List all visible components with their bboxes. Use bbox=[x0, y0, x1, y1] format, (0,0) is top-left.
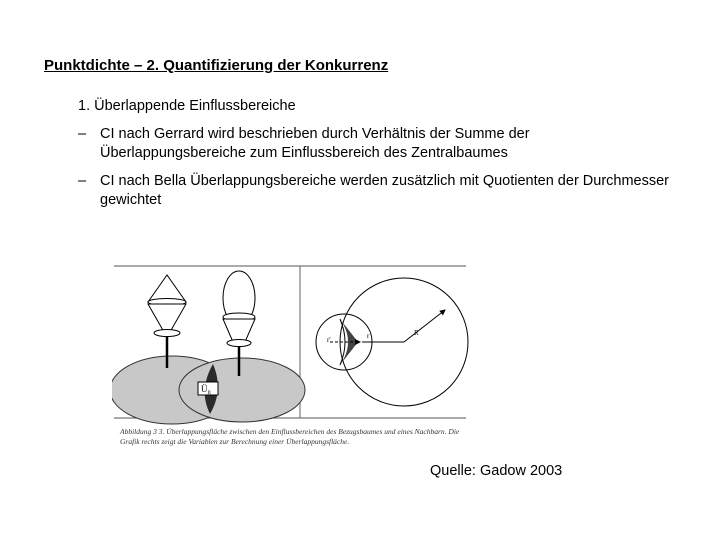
tree-crown-left-top bbox=[148, 275, 186, 302]
tree-crown-left-bottom bbox=[148, 304, 186, 332]
radius-small-right-label: r bbox=[367, 332, 370, 340]
tree-crown-right-bottom bbox=[223, 319, 255, 342]
radius-large-line bbox=[404, 310, 445, 342]
radius-small-left-label: r' bbox=[327, 336, 331, 344]
bullet-dash: – bbox=[78, 173, 87, 189]
numbered-item: 1. Überlappende Einflussbereiche bbox=[78, 98, 296, 114]
bullet-item bbox=[78, 172, 678, 210]
slide-title: Punktdichte – 2. Quantifizierung der Konkurrenz bbox=[44, 57, 389, 74]
source-citation: Quelle: Gadow 2003 bbox=[430, 463, 563, 479]
bullet-item bbox=[78, 125, 678, 163]
bullet-dash: – bbox=[78, 126, 87, 142]
bullet-text: CI nach Bella Überlappungsbereiche werden zusätzlich mit Quotienten der Durchmesser gewichtet bbox=[100, 173, 670, 208]
radius-large-label: R bbox=[414, 329, 419, 337]
tree-crown-left-base bbox=[154, 330, 180, 337]
slide-content bbox=[78, 97, 678, 219]
overlap-label: $Ü_{ij}$ bbox=[201, 384, 211, 396]
bullet-text: CI nach Gerrard wird beschrieben durch Verhältnis der Summe der Überlappungsbereiche zum Einflussbereich des Zentralbaumes bbox=[100, 126, 530, 161]
tree-crown-right-base bbox=[227, 340, 251, 347]
caption-line: Abbildung 3 3. Überlappungsfläche zwischen den Einflussbereichen des Bezugsbaumes und eines Nachbarn. Die bbox=[120, 427, 460, 436]
caption-line: Grafik rechts zeigt die Variablen zur Berechnung einer Überlappungsfläche. bbox=[120, 437, 350, 446]
figure-caption bbox=[120, 427, 460, 447]
